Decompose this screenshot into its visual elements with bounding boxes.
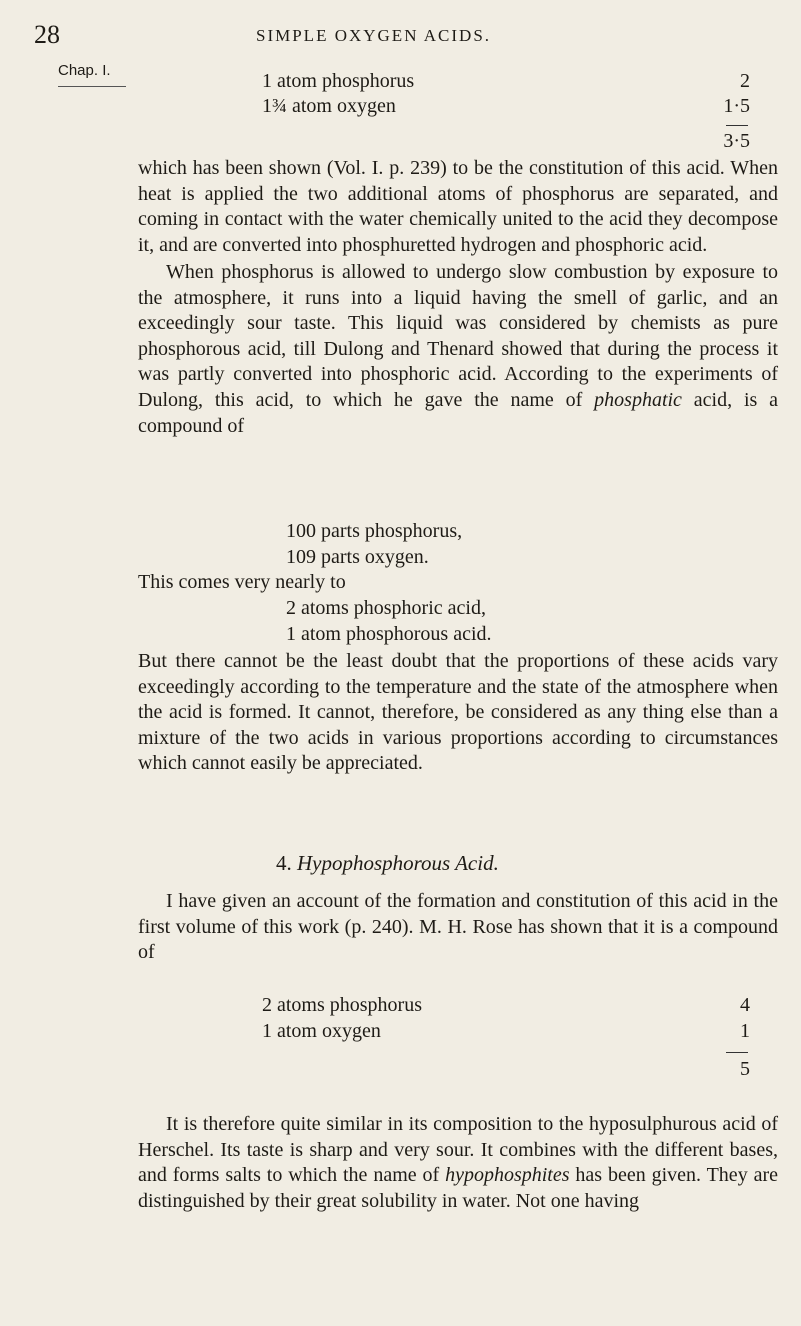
formula1-sum-rule — [726, 125, 748, 126]
section-heading — [276, 851, 499, 876]
list1-item-oxygen: 109 parts oxygen. — [286, 546, 429, 568]
paragraph-6-text: It is therefore quite similar in its composition to the hyposulphurous acid of Herschel. Its taste is sharp and very sour. It combines with the different bases, and forms salts to which the name of — [138, 1113, 778, 1187]
paragraph-1: which has been shown (Vol. I. p. 239) to be the constitution of this acid. When heat is applied the two additional atoms of phosphorus are separated, and coming in contact with the water chemically united to the acid they decompose it, and are converted into phosphuretted hydrogen and phosphoric acid. — [138, 157, 778, 256]
list2-item-phosphoric: 2 atoms phosphoric acid, — [286, 597, 486, 619]
formula1-label: 1¾ atom oxygen — [262, 95, 396, 117]
phosphatic-term: phosphatic — [594, 388, 682, 411]
paragraph-5: I have given an account of the formation and constitution of this acid in the first volume of this work (p. 240). M. H. Rose has shown that it is a compound of — [138, 890, 778, 964]
formula2-sum-rule — [726, 1052, 748, 1053]
formula2-value: 4 — [740, 994, 750, 1016]
paragraph-6 — [138, 1112, 778, 1214]
formula2-total-value: 5 — [740, 1058, 750, 1080]
formula2-value: 1 — [740, 1020, 750, 1042]
page-number: 28 — [34, 20, 60, 49]
formula2-label: 2 atoms phosphorus — [262, 994, 422, 1016]
list2-item-phosphorous: 1 atom phosphorous acid. — [286, 623, 492, 645]
paragraph-2 — [138, 260, 778, 439]
section-title: Hypophosphorous Acid. — [297, 851, 499, 875]
list1-item-phosphorus: 100 parts phosphorus, — [286, 520, 463, 542]
formula1-label: 1 atom phosphorus — [262, 70, 415, 92]
paragraph-3: This comes very nearly to — [138, 571, 346, 593]
paragraph-4: But there cannot be the least doubt that the proportions of these acids vary exceedingly according to the temperature and the state of the atmosphere when the acid is formed. It cannot, therefore, be considered as any thing else than a mixture of the two acids in various proportions according to circumstances which cannot easily be appreciated. — [138, 650, 778, 775]
formula1-value: 1·5 — [723, 95, 750, 117]
paragraph-2-tail: acid, is a compound of — [138, 388, 779, 437]
chapter-rule — [58, 86, 126, 87]
formula1-value: 2 — [740, 70, 750, 92]
hypophosphites-term: hypophosphites — [445, 1164, 570, 1187]
section-number: 4. — [276, 851, 292, 875]
formula2-label: 1 atom oxygen — [262, 1020, 381, 1042]
formula1-total-value: 3·5 — [723, 130, 750, 152]
paragraph-2-text: When phosphorus is allowed to undergo slow combustion by exposure to the atmosphere, it runs into a liquid having the smell of garlic, and an exceedingly sour taste. This liquid was considered by chemists as pure phosphorous acid, till Dulong and Thenard showed that during the process it was partly converted into phosphoric acid. According to the experiments of Dulong, this acid, to which he gave the name of — [138, 261, 778, 411]
paragraph-6-tail: has been given. They are distinguished by their great solubility in water. Not one having — [138, 1164, 778, 1212]
running-head: SIMPLE OXYGEN ACIDS. — [256, 26, 492, 45]
chapter-label: Chap. I. — [58, 62, 111, 79]
